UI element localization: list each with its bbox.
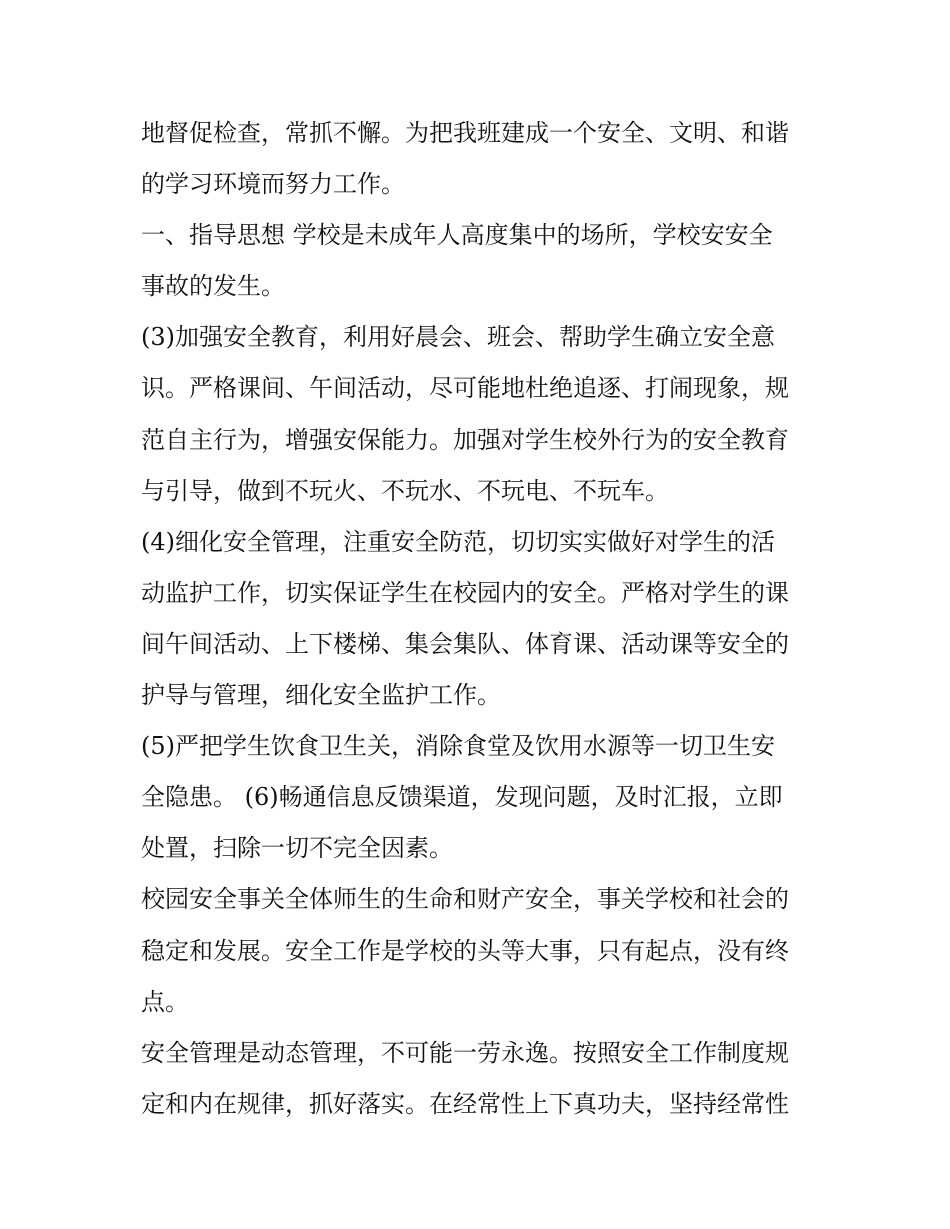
text-line: 安全管理是动态管理，不可能一劳永逸。按照安全工作制度规 (141, 1038, 789, 1067)
text-line: 识。严格课间、午间活动，尽可能地杜绝追逐、打闹现象，规 (141, 374, 789, 403)
text-line: 动监护工作，切实保证学生在校园内的安全。严格对学生的课 (141, 578, 789, 607)
text-line: 定和内在规律，抓好落实。在经常性上下真功夫，坚持经常性 (141, 1089, 789, 1118)
text-line: (4)细化安全管理，注重安全防范，切切实实做好对学生的活 (141, 527, 775, 556)
text-line: 地督促检查，常抓不懈。为把我班建成一个安全、文明、和谐 (141, 119, 789, 147)
text-line: 间午间活动、上下楼梯、集会集队、体育课、活动课等安全的 (141, 629, 789, 658)
text-line: 一、指导思想 学校是未成年人高度集中的场所，学校安安全 (141, 221, 773, 250)
text-line: 点。 (141, 987, 189, 1016)
document-body (141, 108, 821, 1130)
text-line: 范自主行为，增强安保能力。加强对学生校外行为的安全教育 (141, 425, 789, 454)
text-line: 全隐患。 (6)畅通信息反馈渠道，发现问题，及时汇报，立即 (141, 783, 783, 812)
text-line: (3)加强安全教育，利用好晨会、班会、帮助学生确立安全意 (141, 323, 775, 352)
text-line: (5)严把学生饮食卫生关，消除食堂及饮用水源等一切卫生安 (141, 732, 775, 761)
text-line: 校园安全事关全体师生的生命和财产安全，事关学校和社会的 (141, 885, 789, 914)
text-line: 处置，扫除一切不完全因素。 (141, 834, 453, 863)
text-line: 的学习环境而努力工作。 (141, 170, 405, 199)
text-line: 事故的发生。 (141, 272, 285, 301)
text-line: 与引导，做到不玩火、不玩水、不玩电、不玩车。 (141, 476, 669, 505)
text-line: 护导与管理，细化安全监护工作。 (141, 681, 501, 710)
text-line: 稳定和发展。安全工作是学校的头等大事，只有起点，没有终 (141, 936, 789, 965)
